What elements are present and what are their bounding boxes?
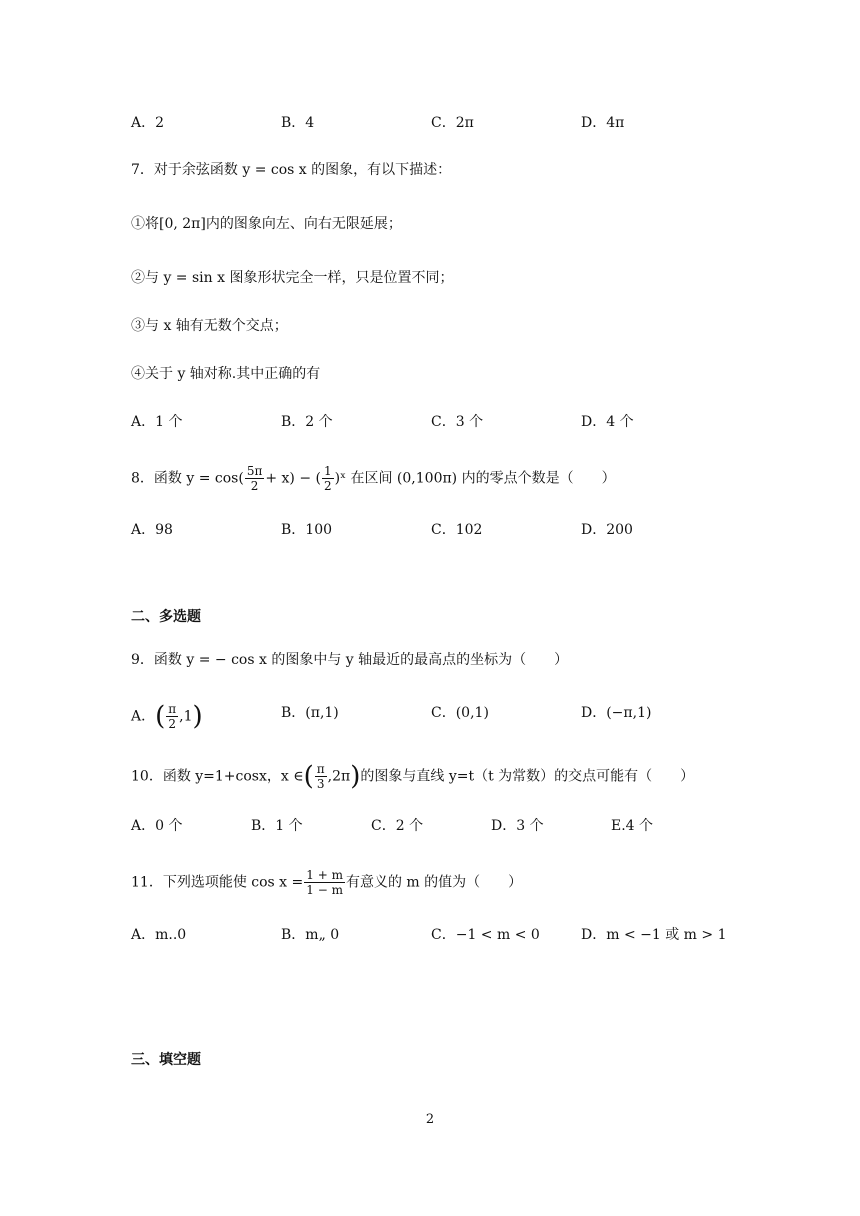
page-number: 2	[425, 1112, 435, 1127]
q10-frac-numerator: π	[316, 762, 325, 776]
q9-fraction-pi-over-2	[166, 702, 178, 731]
q9-frac-numerator: π	[168, 702, 177, 716]
q9-right-paren: )	[192, 701, 203, 732]
q8-option-b: B．100	[281, 522, 333, 538]
section-heading-multiple-choice: 二、多选题	[131, 609, 201, 625]
q11-frac-numerator: 1 + m	[306, 868, 343, 882]
q10-option-b: B．1 个	[251, 818, 303, 834]
q6-option-a: A．2	[131, 115, 165, 131]
q11-fraction	[304, 868, 345, 897]
q9-option-a-label: A．	[131, 708, 156, 725]
q11-option-c: C．−1 < m < 0	[431, 927, 540, 943]
q8-stem-mid: + x) − (	[265, 470, 321, 487]
q9-stem: 9．函数 y = − cos x 的图象中与 y 轴最近的最高点的坐标为（ ）	[131, 652, 569, 668]
q9-option-a	[131, 702, 203, 731]
q7-stem: 7．对于余弦函数 y = cos x 的图象，有以下描述：	[131, 162, 452, 178]
q8-option-a: A．98	[131, 522, 173, 538]
q7-option-a: A．1 个	[131, 414, 183, 430]
q9-left-paren: (	[155, 701, 166, 732]
q10-frac-tail: ,2π	[327, 768, 351, 785]
q8-fraction-5pi-over-2	[245, 464, 265, 493]
q11-stem	[131, 868, 522, 897]
q7-item-1: ①将[0, 2π]内的图象向左、向右无限延展；	[131, 216, 402, 232]
q11-option-b: B．m„ 0	[281, 927, 340, 943]
q6-option-c: C．2π	[431, 115, 474, 131]
q10-option-e: E.4 个	[611, 818, 654, 834]
q10-stem-prefix: 10．函数 y=1+cosx，x ∈	[131, 768, 304, 785]
q7-item-4: ④关于 y 轴对称.其中正确的有	[131, 366, 321, 382]
q10-stem-suffix: 的图象与直线 y=t（t 为常数）的交点可能有（ ）	[360, 768, 695, 785]
q7-option-b: B．2 个	[281, 414, 333, 430]
q8-frac2-denominator: 2	[324, 479, 332, 493]
section-heading-fill-in-blank: 三、填空题	[131, 1052, 201, 1068]
q8-option-c: C．102	[431, 522, 483, 538]
q10-fraction-pi-over-3	[315, 762, 327, 791]
q11-stem-prefix: 11．下列选项能使 cos x =	[131, 874, 304, 891]
q11-option-d: D．m < −1 或 m > 1	[581, 927, 727, 943]
q7-option-c: C．3 个	[431, 414, 484, 430]
q10-left-paren: (	[303, 761, 314, 792]
q9-option-c: C．(0,1)	[431, 705, 489, 721]
q8-option-d: D．200	[581, 522, 633, 538]
q9-option-b: B．(π,1)	[281, 705, 339, 721]
q10-option-d: D．3 个	[491, 818, 544, 834]
q9-frac-denominator: 2	[168, 717, 177, 731]
q7-item-3: ③与 x 轴有无数个交点；	[131, 318, 288, 334]
q6-option-b: B．4	[281, 115, 315, 131]
q9-option-d: D．(−π,1)	[581, 705, 652, 721]
q11-option-a: A．m..0	[131, 927, 187, 943]
q10-stem	[131, 762, 694, 791]
q8-frac1-numerator: 5π	[246, 464, 263, 478]
q6-option-d: D．4π	[581, 115, 625, 131]
q11-stem-suffix: 有意义的 m 的值为（ ）	[345, 874, 523, 891]
q8-stem	[131, 464, 616, 493]
q10-option-c: C．2 个	[371, 818, 424, 834]
q8-frac2-numerator: 1	[324, 464, 332, 478]
q10-right-paren: )	[350, 761, 361, 792]
q7-option-d: D．4 个	[581, 414, 634, 430]
q7-item-2: ②与 y = sin x 图象形状完全一样，只是位置不同；	[131, 270, 454, 286]
q8-frac1-denominator: 2	[250, 479, 259, 493]
q10-option-a: A．0 个	[131, 818, 183, 834]
q8-stem-prefix: 8．函数 y = cos(	[131, 470, 244, 487]
q8-stem-suffix: )ˣ 在区间 (0,100π) 内的零点个数是（ ）	[334, 470, 616, 487]
q10-frac-denominator: 3	[316, 777, 325, 791]
q8-fraction-1-over-2	[322, 464, 334, 493]
q11-frac-denominator: 1 − m	[306, 883, 343, 897]
q9-option-a-tail: ,1	[179, 708, 193, 725]
